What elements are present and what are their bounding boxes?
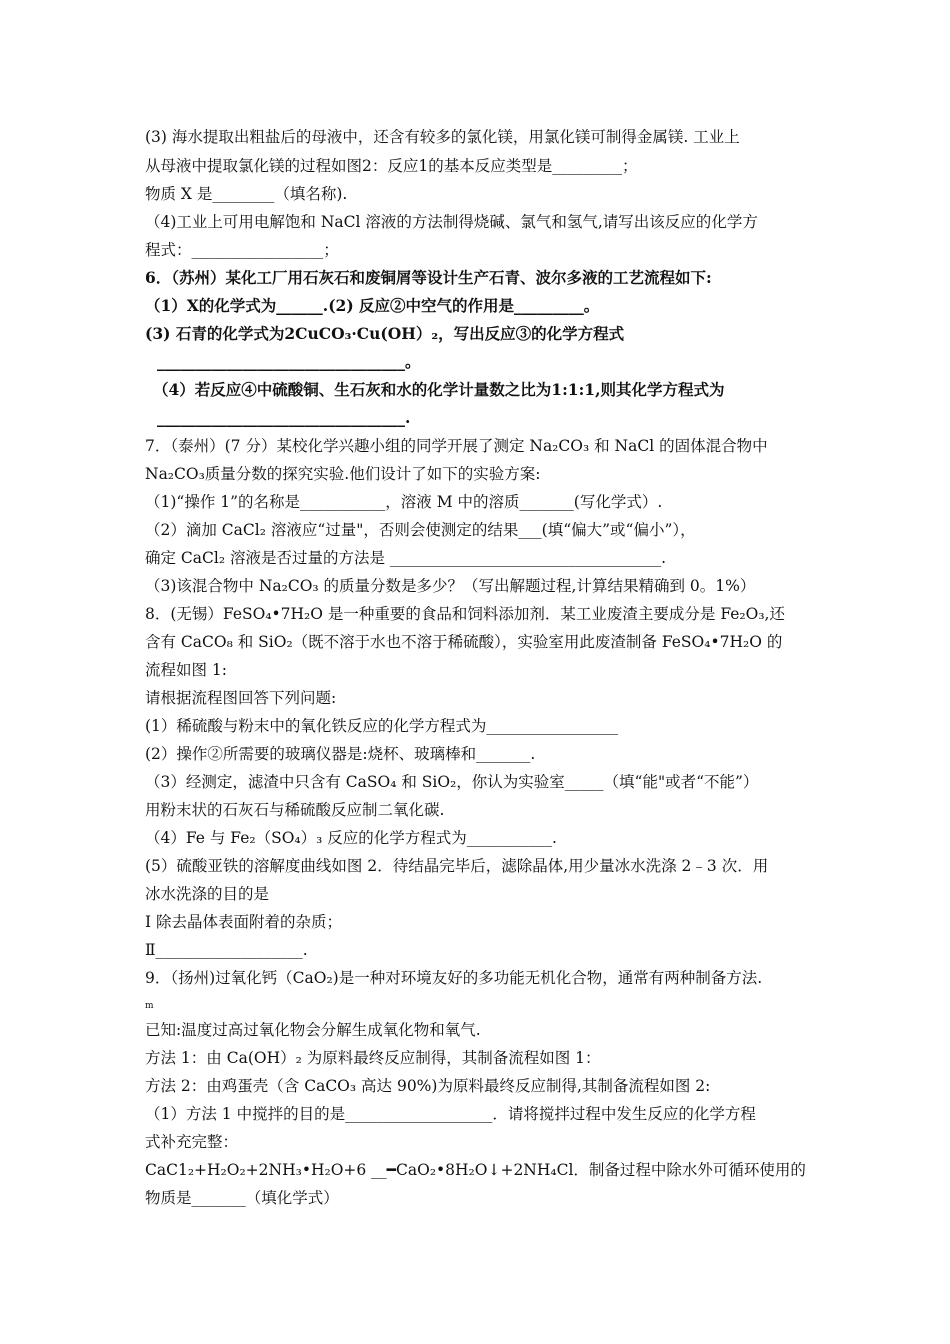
- text-line: CaC1₂+H₂O₂+2NH₃•H₂O+6 __━CaO₂•8H₂O↓+2NH₄Cl．制备过程中除水外可循环使用的: [145, 1161, 806, 1179]
- text-line: 已知:温度过高过氧化物会分解生成氧化物和氧气.: [145, 1021, 481, 1039]
- text-line: 程式：_________________；: [145, 241, 339, 259]
- text-line: Ⅰ 除去晶体表面附着的杂质；: [145, 913, 343, 931]
- question-7-title: 7．（泰州）(7 分）某校化学兴趣小组的同学开展了测定 Na₂CO₃ 和 NaCl 的固体混合物中: [145, 437, 768, 455]
- question-9-title: 9．（扬州)过氧化钙（CaO₂)是一种对环境友好的多功能无机化合物，通常有两种制备方法.: [145, 969, 763, 987]
- text-line: 物质 X 是________（填名称).: [145, 185, 348, 203]
- answer-blank: ________________________________.: [157, 408, 411, 427]
- text-line: （4）若反应④中硫酸铜、生石灰和水的化学计量数之比为1:1:1,则其化学方程式为: [153, 380, 725, 399]
- text-line: （1）方法 1 中搅拌的目的是___________________．请将搅拌过程中发生反应的化学方程: [145, 1105, 756, 1123]
- text-line: 含有 CaCO₈ 和 SiO₂（既不溶于水也不溶于稀硫酸），实验室用此废渣制备 FeSO₄•7H₂O 的: [145, 633, 783, 651]
- stray-mark: m: [145, 1001, 154, 1011]
- text-line: 确定 CaCl₂ 溶液是否过量的方法是 ___________________________________.: [145, 549, 667, 567]
- text-line: 用粉末状的石灰石与稀硫酸反应制二氧化碳.: [145, 801, 445, 819]
- question-6-title: 6．（苏州）某化工厂用石灰石和废铜屑等设计生产石青、波尔多液的工艺流程如下:: [145, 268, 712, 287]
- text-line: (1）稀硫酸与粉末中的氧化铁反应的化学方程式为_________________: [145, 717, 619, 735]
- text-line: Na₂CO₃质量分数的探究实验.他们设计了如下的实验方案:: [145, 465, 541, 483]
- text-line: 式补充完整：: [145, 1133, 239, 1151]
- text-line: （1）X的化学式为______.(2) 反应②中空气的作用是_________。: [145, 296, 600, 315]
- text-line: (2）操作②所需要的玻璃仪器是:烧杯、玻璃棒和_______.: [145, 745, 536, 763]
- text-line: （4）Fe 与 Fe₂（SO₄）₃ 反应的化学方程式为___________.: [145, 829, 557, 847]
- text-line: 方法 2：由鸡蛋壳（含 CaCO₃ 高达 90%)为原料最终反应制得,其制备流程如图 2:: [145, 1077, 711, 1095]
- answer-blank: ________________________________。: [157, 352, 421, 371]
- text-line: （2）滴加 CaCl₂ 溶液应“过量"，否则会使测定的结果___(填“偏大”或“偏小”），: [145, 521, 696, 539]
- text-line: 从母液中提取氯化镁的过程如图2：反应1的基本反应类型是_________；: [145, 157, 638, 175]
- text-line: (3) 海水提取出粗盐后的母液中，还含有较多的氯化镁，用氯化镁可制得金属镁. 工业上: [145, 128, 740, 146]
- text-line: （4)工业上可用电解饱和 NaCl 溶液的方法制得烧碱、氯气和氢气,请写出该反应的化学方: [145, 213, 758, 231]
- text-line: 冰水洗涤的目的是: [145, 885, 270, 903]
- text-line: Ⅱ___________________.: [145, 941, 308, 959]
- text-line: 流程如图 1:: [145, 661, 228, 679]
- text-line: （3）经测定，滤渣中只含有 CaSO₄ 和 SiO₂，你认为实验室_____（填“能"或者“不能”）: [145, 773, 759, 791]
- text-line: 方法 1：由 Ca(OH）₂ 为原料最终反应制得，其制备流程如图 1：: [145, 1049, 601, 1067]
- text-line: (3) 石青的化学式为2CuCO₃·Cu(OH）₂，写出反应③的化学方程式: [145, 324, 625, 343]
- text-line: 物质是_______（填化学式）: [145, 1189, 339, 1207]
- text-line: 请根据流程图回答下列问题:: [145, 689, 337, 707]
- text-line: (5）硫酸亚铁的溶解度曲线如图 2．待结晶完毕后，滤除晶体,用少量冰水洗涤 2﹣3 次．用: [145, 857, 769, 875]
- question-8-title: 8．(无锡）FeSO₄•7H₂O 是一种重要的食品和饲料添加剂．某工业废渣主要成分是 Fe₂O₃,还: [145, 605, 785, 623]
- text-line: （3)该混合物中 Na₂CO₃ 的质量分数是多少？（写出解题过程,计算结果精确到 0。1%）: [145, 577, 756, 595]
- text-line: （1)“操作 1”的名称是___________，溶液 M 中的溶质_______(写化学式）.: [145, 493, 663, 511]
